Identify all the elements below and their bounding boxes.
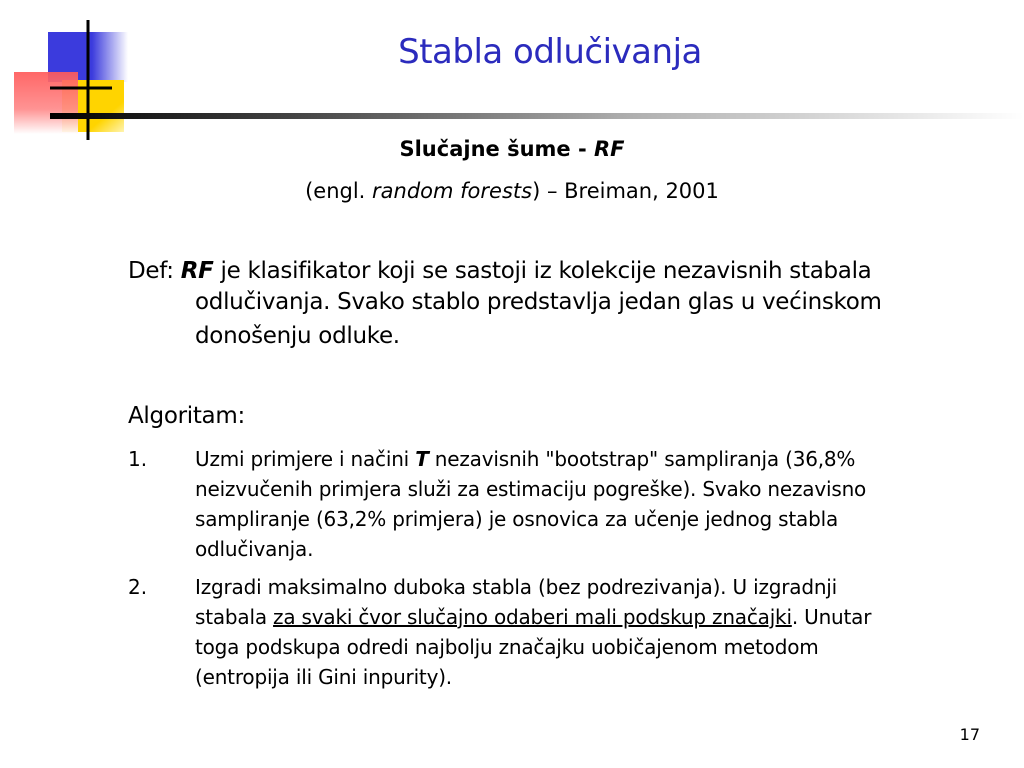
step-1-line-1-a: Uzmi primjere i načini: [195, 447, 416, 471]
step-2-line-2: [195, 605, 985, 629]
subtitle-engl-italic: random forests: [372, 179, 533, 203]
title-underline-rule: [50, 113, 1024, 119]
step-1-line-1-b: nezavisnih "bootstrap" sampliranja (36,8%: [428, 447, 856, 471]
definition-rf: RF: [180, 258, 214, 284]
step-2-line-4: (entropija ili Gini inpurity).: [195, 665, 452, 689]
definition-text-1: je klasifikator koji se sastoji iz kolekcije nezavisnih stabala: [213, 258, 872, 284]
step-1-line-1: [195, 447, 985, 471]
subtitle-engl-prefix: (engl.: [305, 179, 373, 203]
subtitle-main: [0, 137, 1024, 161]
algorithm-label: Algoritam:: [128, 403, 245, 429]
step-1-t: T: [415, 447, 429, 471]
subtitle-engl: [0, 179, 1024, 203]
step-2-line-2-b: . Unutar: [791, 605, 872, 629]
definition-line-2: odlučivanja. Svako stablo predstavlja jedan glas u većinskom: [195, 289, 882, 315]
step-1-line-4: odlučivanja.: [195, 537, 314, 561]
step-1-number: 1.: [128, 447, 148, 471]
page-number: 17: [959, 725, 980, 744]
definition-line-3: donošenju odluke.: [195, 323, 400, 349]
step-2-number: 2.: [128, 575, 148, 599]
subtitle-engl-suffix: ) – Breiman, 2001: [532, 179, 719, 203]
red-square: [14, 72, 78, 134]
step-2-underlined-phrase: za svaki čvor slučajno odaberi mali podskup značajki: [273, 605, 792, 629]
step-2-line-2-a: stabala: [195, 605, 274, 629]
slide-title: Stabla odlučivanja: [398, 32, 702, 72]
subtitle-main-text: Slučajne šume -: [399, 137, 594, 161]
step-1-line-3: sampliranje (63,2% primjera) je osnovica za učenje jednog stabla: [195, 507, 839, 531]
step-2-line-1: Izgradi maksimalno duboka stabla (bez podrezivanja). U izgradnji: [195, 575, 838, 599]
definition-line-1: [128, 254, 988, 289]
step-2-line-3: toga podskupa odredi najbolju značajku uobičajenom metodom: [195, 635, 819, 659]
subtitle-rf: RF: [594, 137, 625, 161]
step-1-line-2: neizvučenih primjera služi za estimaciju pogreške). Svako nezavisno: [195, 477, 867, 501]
definition-prefix: Def:: [128, 258, 181, 284]
corner-decoration: [0, 0, 200, 150]
